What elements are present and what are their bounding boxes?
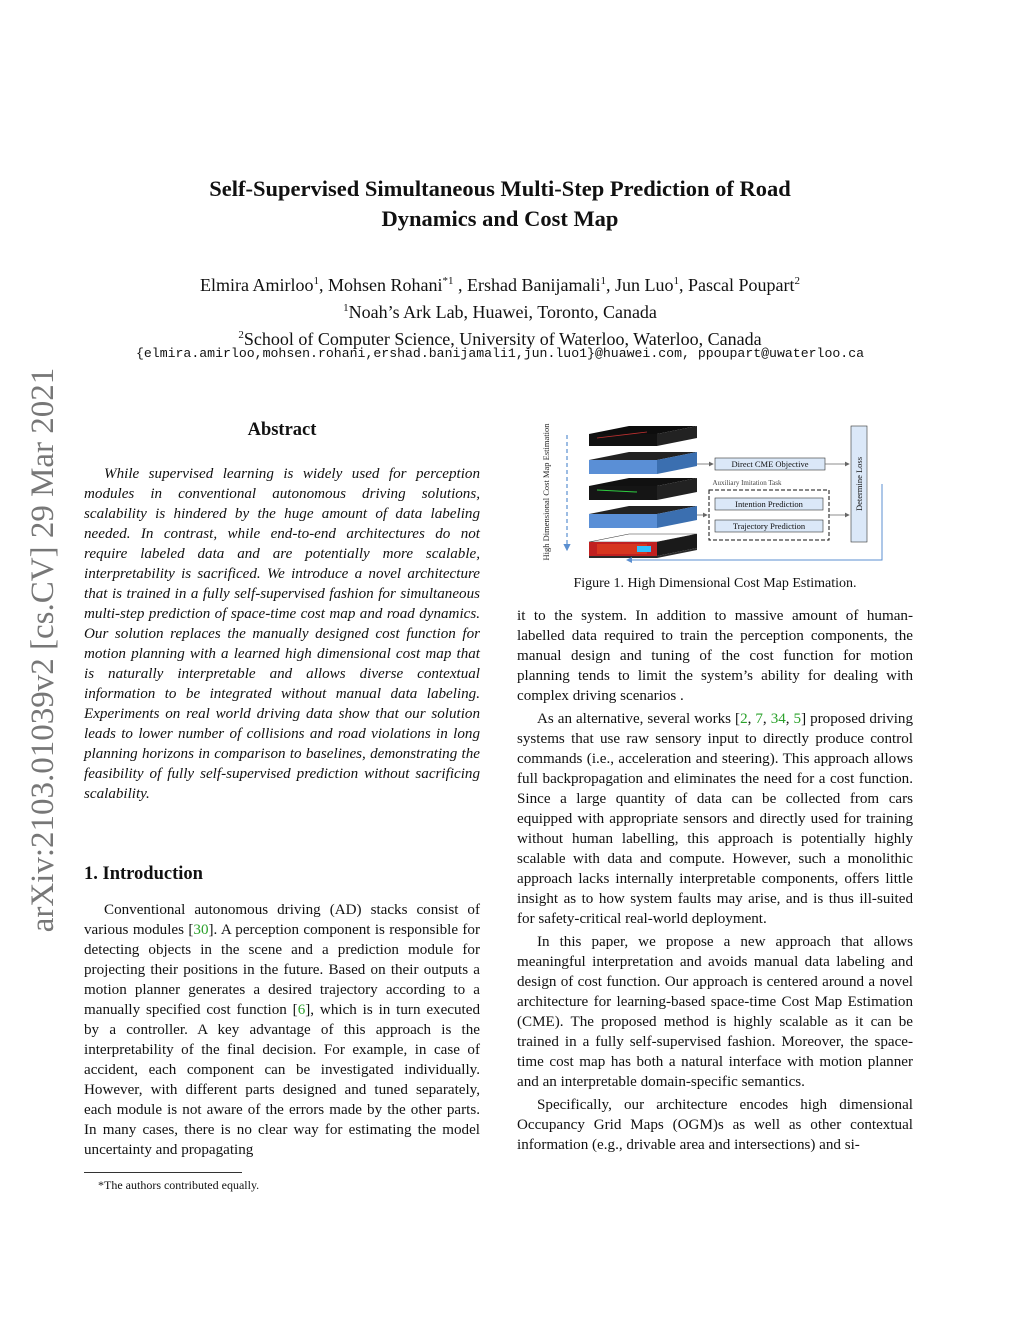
col2-paragraph-2 <box>517 709 913 929</box>
section-heading-introduction: 1. Introduction <box>84 864 203 884</box>
author-list <box>0 270 1000 297</box>
layer-dark-map <box>589 434 657 446</box>
layer-blue <box>589 514 657 528</box>
citation-link[interactable]: 6 <box>297 1002 306 1018</box>
affiliation-text: School of Computer Science, University of Waterloo, Waterloo, Canada <box>243 329 762 349</box>
citation-link[interactable]: 30 <box>193 922 209 938</box>
affiliation-mark: 1 <box>343 302 349 314</box>
paper-title <box>0 174 1000 234</box>
author-mark: 1 <box>600 275 606 287</box>
author-block <box>0 270 1000 351</box>
heatmap-patch <box>637 546 651 552</box>
aux-task-label: Auxiliary Imitation Task <box>712 479 782 487</box>
author-separator: , <box>678 275 688 295</box>
title-line-2: Dynamics and Cost Map <box>381 206 619 231</box>
layer-blue <box>589 460 657 474</box>
col2-paragraph-3: In this paper, we propose a new approach that allows meaningful interpretation and avoids manual data labeling and design of cost function. Our approach is centered around a novel architecture for learning-based space-time Cost Map Estimation (CME). The proposed method is highly scalable as it can be trained in a fully self-supervised fashion. Moreover, the space-time cost map has both a natural interface with motion planner and an interpretable domain-specific semantics. <box>517 934 913 1090</box>
introduction-body <box>84 900 480 1160</box>
text-run: , <box>747 711 756 727</box>
author-mark: 2 <box>794 275 800 287</box>
introduction-body-column-2 <box>517 606 913 1155</box>
author-separator: , <box>319 275 329 295</box>
author-separator: , <box>453 275 468 295</box>
text-run: ]. A perception component is responsible for detecting objects in the scene and a prediction module for projecting their positions in the future. Based on their outputs a motion planner generates a desired trajectory according to a manually specified cost function [ <box>84 922 481 1018</box>
intention-label: Intention Prediction <box>735 499 803 509</box>
author-name: Pascal Poupart <box>687 275 795 295</box>
author-mark: 1 <box>673 275 679 287</box>
abstract-heading: Abstract <box>247 420 317 440</box>
text-run: ] proposed driving systems that use raw sensory input to directly produce control commands (i.e., acceleration and steering). This approach allows full backpropagation and eliminates the need for a cost function. Since a large quantity of data can be collected from cars equipped with appropriate sensors and directly used for training without human labelling, this approach is potentially highly scalable with data and compute. However, such a monolithic approach lacks internally interpretable components, offers little insight as to how system faults may arise, and is thus ill-suited for safety-critical real-world deployment. <box>517 711 914 927</box>
direct-cme-label: Direct CME Objective <box>731 459 809 469</box>
determine-loss-label: Determine Loss <box>854 456 864 512</box>
text-run: Conventional autonomous driving (AD) stacks consist of various modules [ <box>84 902 480 938</box>
text-run: , <box>785 711 794 727</box>
author-mark: *1 <box>442 275 454 287</box>
author-name: Mohsen Rohani <box>328 275 443 295</box>
layer-dark-map <box>589 486 657 500</box>
author-name: Jun Luo <box>614 275 674 295</box>
layer-stack <box>589 426 697 558</box>
author-name: Ershad Banijamali <box>467 275 601 295</box>
text-run: , <box>762 711 771 727</box>
title-line-1: Self-Supervised Simultaneous Multi-Step Prediction of Road <box>209 176 791 201</box>
citation-link[interactable]: 34 <box>770 711 786 727</box>
trajectory-label: Trajectory Prediction <box>732 521 806 531</box>
col2-paragraph-1: it to the system. In addition to massive amount of human-labelled data required to train the perception components, the manual design and tuning of the cost function for motion planning tends to limit the system’s ability for dealing with complex driving scenarios . <box>517 608 913 704</box>
col2-paragraph-4: Specifically, our architecture encodes high dimensional Occupancy Grid Maps (OGM)s as well as other contextual information (e.g., drivable area and intersections) and si- <box>517 1097 913 1153</box>
citation-link[interactable]: 5 <box>793 711 802 727</box>
author-separator: , <box>605 275 615 295</box>
text-run: ], which is in turn executed by a controller. A key advantage of this approach is the interpretability of the final decision. For example, in case of accident, each component can be investigated individually. However, with different parts designed and tuned separately, each module is not aware of the errors made by the other parts. In many cases, there is no clear way for estimating the model uncertainty and propagating <box>84 1002 480 1158</box>
aux-task-box <box>709 490 829 540</box>
author-mark: 1 <box>313 275 320 287</box>
intro-paragraph-1 <box>84 900 480 1160</box>
affiliation-1 <box>0 297 1000 324</box>
footnote-rule <box>84 1172 242 1173</box>
figure-caption: Figure 1. High Dimensional Cost Map Estimation. <box>573 576 857 591</box>
affiliation-mark: 2 <box>238 329 244 341</box>
arxiv-side-label: arXiv:2103.01039v2 [cs.CV] 29 Mar 2021 <box>25 367 61 933</box>
footnote: *The authors contributed equally. <box>98 1178 260 1192</box>
abstract-text: While supervised learning is widely used for perception modules in conventional autonomous driving solutions, scalability is hindered by the huge amount of data labeling needed. In contrast, while end-to-end architectures do not require labeled data and are potentially more scalable, interpretability is sacrificed. We introduce a novel architecture that is trained in a fully self-supervised fashion for simultaneous multi-step prediction of space-time cost map and road dynamics. Our solution replaces the manually designed cost function for motion planning with a learned high dimensional cost map that is naturally interpretable and allows diverse contextual information to be integrated without manual data labeling. Experiments on real world driving data show that our solution leads to lower number of collisions and road violations in long planning horizons in comparison to baselines, demonstrating the feasibility of fully self-supervised prediction without sacrificing scalability. <box>84 466 480 802</box>
author-emails: {elmira.amirloo,mohsen.rohani,ershad.banijamali1,jun.luo1}@huawei.com, ppoupart@uwaterloo.ca <box>135 346 865 361</box>
author-name: Elmira Amirloo <box>200 275 314 295</box>
text-run: As an alternative, several works [ <box>537 711 741 727</box>
affiliation-text: Noah’s Ark Lab, Huawei, Toronto, Canada <box>348 302 657 322</box>
citation-link[interactable]: 2 <box>740 711 748 727</box>
figure-1-diagram <box>537 410 907 575</box>
figure-vertical-label: High Dimensional Cost Map Estimation <box>541 423 551 561</box>
abstract-body <box>84 464 480 804</box>
citation-link[interactable]: 7 <box>755 711 763 727</box>
